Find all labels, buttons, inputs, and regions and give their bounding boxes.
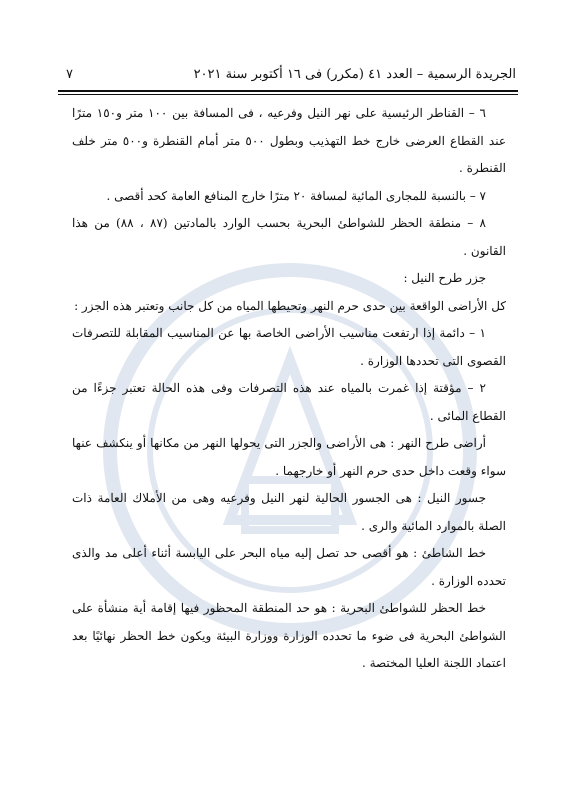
paragraph-item-7: ٧ – بالنسبة للمجارى المائية لمسافة ٢٠ مترًا خارج المنافع العامة كحد أقصى . [106, 188, 486, 203]
document-body [72, 100, 506, 678]
paragraph-shoreline: خط الشاطئ : هو أقصى حد تصل إليه مياه البحر على اليابسة أثناء أعلى مد والذى تحدده الوزارة . [72, 546, 506, 588]
section-heading-nile-islands: جزر طرح النيل : [403, 271, 486, 285]
paragraph-item-6: ٦ – القناطر الرئيسية على نهر النيل وفرعيه ، فى المسافة بين ١٠٠ متر و١٥٠ مترًا عند القطاع العرضى خارج خط التهذيب وبطول ٥٠٠ متر أمام القنطرة و٥٠٠ متر خلف القنطرة . [72, 106, 506, 175]
paragraph-nile-embankments: جسور النيل : هى الجسور الحالية لنهر النيل وفرعيه وهى من الأملاك العامة ذات الصلة بالموارد المائية والرى . [72, 491, 506, 533]
paragraph-item-8: ٨ – منطقة الحظر للشواطئ البحرية بحسب الوارد بالمادتين (٨٧ ، ٨٨) من هذا القانون . [72, 216, 506, 258]
paragraph-coastal-prohibition-line: خط الحظر للشواطئ البحرية : هو حد المنطقة المحظور فيها إقامة أية منشأة على الشواطئ البحرية فى ضوء ما تحدده الوزارة ووزارة البيئة ويكون خط الحظر نهائيًا بعد اعتماد اللجنة العليا المختصة . [72, 601, 506, 670]
running-title: الجريدة الرسمية – العدد ٤١ (مكرر) فى ١٦ أكتوبر سنة ٢٠٢١ [193, 66, 516, 82]
paragraph-islands-definition: كل الأراضى الواقعة بين حدى حرم النهر وتحيطها المياه من كل جانب وتعتبر هذه الجزر : [74, 298, 506, 313]
paragraph-river-deposits: أراضى طرح النهر : هى الأراضى والجزر التى يحولها النهر من مكانها أو ينكشف عنها سواء وقعت داخل حدى حرم النهر أو خارجهما . [72, 436, 506, 478]
paragraph-permanent-islands: ١ – دائمة إذا ارتفعت مناسيب الأراضى الخاصة بها عن المناسيب المقابلة للتصرفات القصوى التى تحددها الوزارة . [72, 326, 506, 368]
page-header [66, 62, 516, 86]
header-divider [58, 90, 518, 95]
paragraph-temporary-islands: ٢ – مؤقتة إذا غمرت بالمياه عند هذه التصرفات وفى هذه الحالة تعتبر جزءًا من القطاع المائى . [72, 381, 506, 423]
page-number: ٧ [66, 66, 73, 82]
